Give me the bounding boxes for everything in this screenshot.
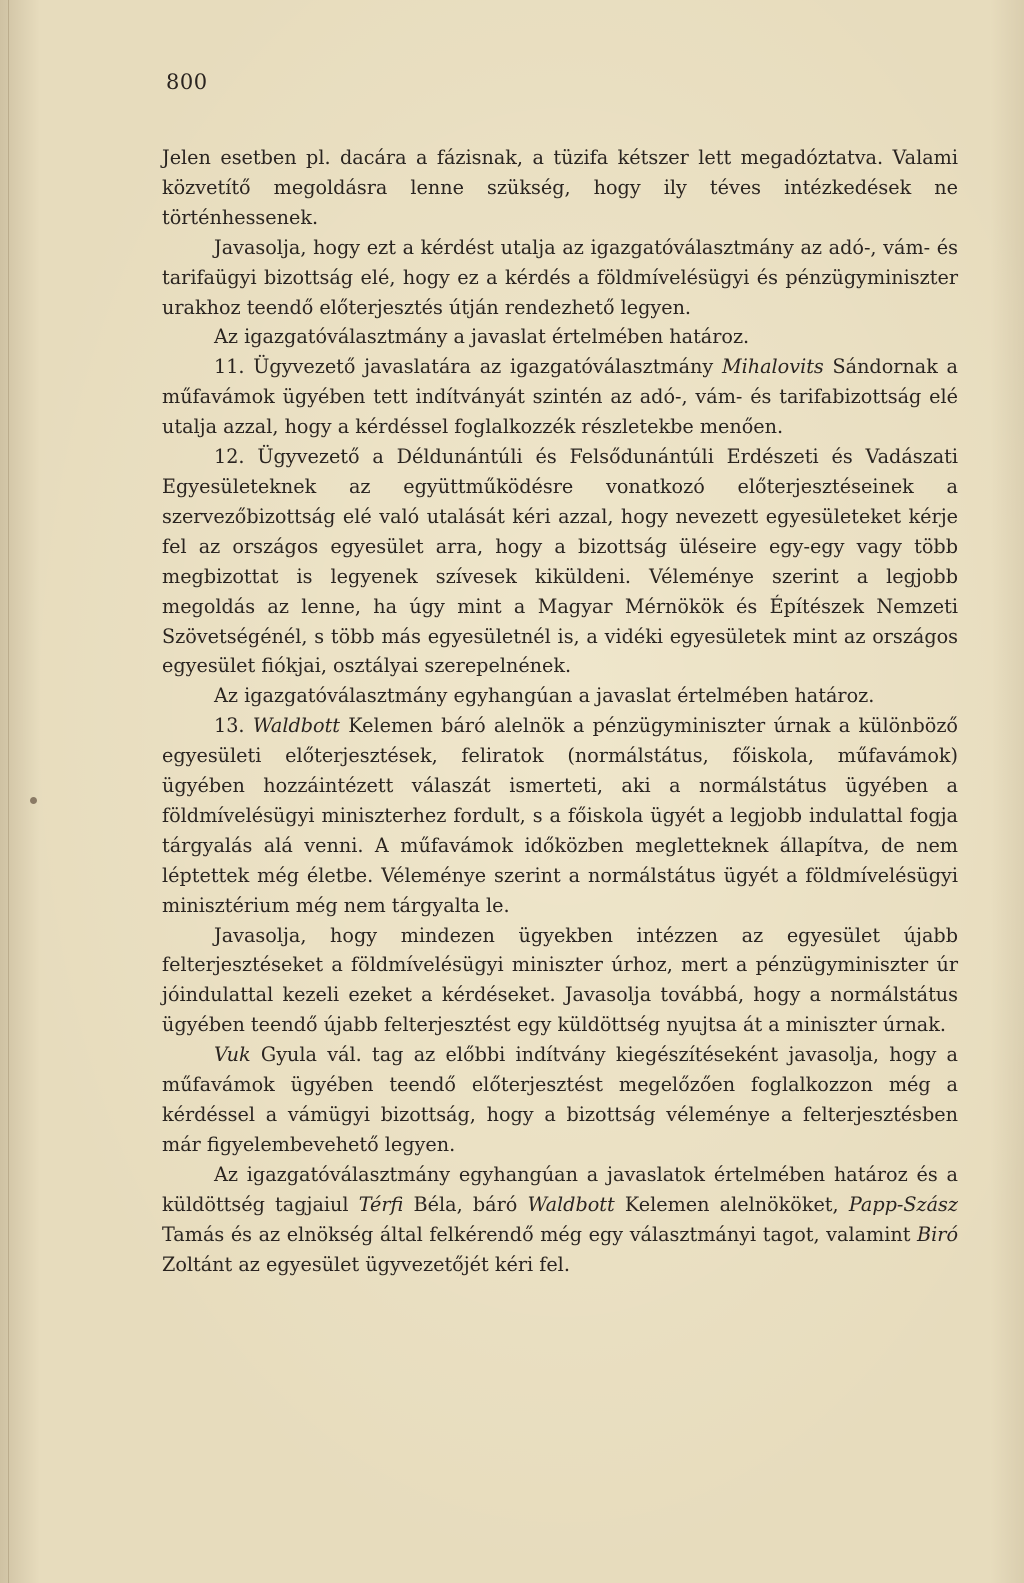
person-name: Waldbott xyxy=(252,714,340,738)
text-run: Kelemen báró alelnök a pénzügyminiszter úrnak a különböző egyesületi előterjesztések, feliratok (normálstátus, főiskola, műfavámok) ügyében hozzáintézett válaszát ismerteti, aki a normálstátus ügyében a földmívelésügyi miniszterhez fordult, s a főiskola ügyét a legjobb indulattal fogja tárgyalás alá venni. A műfavámok időközben megletteknek állapítva, de nem léptettek még életbe. Véleménye szerint a normálstátus ügyét a földmívelésügyi minisztérium még nem tárgyalta le. xyxy=(162,714,958,917)
text-run: Sándornak a műfavámok ügyében tett indítványát szintén az adó-, vám- és tarifabizottság elé utalja azzal, hogy a kérdéssel foglalkozzék részletekbe menően. xyxy=(162,355,959,439)
person-name: Térfi xyxy=(358,1192,404,1216)
person-name: Papp-Szász xyxy=(848,1192,959,1216)
person-name: Vuk xyxy=(214,1043,251,1067)
text-run: Kelemen alelnököket, xyxy=(614,1192,849,1216)
scan-edge-line xyxy=(8,0,9,1583)
margin-mark xyxy=(30,797,37,804)
paragraph xyxy=(162,1040,958,1160)
paragraph xyxy=(162,352,958,442)
text-run: Az igazgatóválasztmány egyhangúan a javaslat értelmében határoz. xyxy=(214,684,875,708)
person-name: Mihalovits xyxy=(721,355,824,379)
paragraph xyxy=(162,921,958,1041)
paragraph xyxy=(162,442,958,681)
paragraph xyxy=(162,233,958,323)
page-number: 800 xyxy=(166,70,208,94)
text-run: Béla, báró xyxy=(403,1192,528,1216)
text-run: Az igazgatóválasztmány egyhangúan a javaslatok értelmében határoz és a küldöttség tagjaiul xyxy=(162,1162,958,1216)
text-run: 13. xyxy=(214,714,253,738)
text-run: Javasolja, hogy mindezen ügyekben intézzen az egyesület újabb felterjesztéseket a földmívelésügyi miniszter úrhoz, mert a pénzügyminiszter úr jóindulattal kezeli ezeket a kérdéseket. Javasolja továbbá, hogy a normálstátus ügyében teendő újabb felterjesztést egy küldöttség nyujtsa át a miniszter úrnak. xyxy=(162,923,958,1037)
text-run: Gyula vál. tag az előbbi indítvány kiegészítéseként javasolja, hogy a műfavámok ügyében teendő előterjesztést megelőzően foglalkozzon még a kérdéssel a vámügyi bizottság, hogy a bizottság véleménye a felterjesztésben már figyelembevehető legyen. xyxy=(162,1043,958,1156)
text-run: 11. Ügyvezető javaslatára az igazgatóválasztmány xyxy=(214,355,722,379)
paragraph xyxy=(162,711,958,920)
paragraph xyxy=(162,143,958,233)
text-run: Az igazgatóválasztmány a javaslat értelmében határoz. xyxy=(214,325,750,349)
paragraph xyxy=(162,1160,958,1280)
text-run: Zoltánt az egyesület ügyvezetőjét kéri fel. xyxy=(162,1252,570,1276)
person-name: Biró xyxy=(917,1222,958,1246)
body-text xyxy=(162,143,958,1279)
text-run: 12. Ügyvezető a Déldunántúli és Felsődunántúli Erdészeti és Vadászati Egyesületeknek az együttműködésre vonatkozó előterjesztéseinek a szervezőbizottság elé való utalását kéri azzal, hogy nevezett egyesületeket kérje fel az országos egyesület arra, hogy a bizottság üléseire egy-egy vagy több megbizottat is legyenek szívesek kiküldeni. Véleménye szerint a legjobb megoldás az lenne, ha úgy mint a Magyar Mérnökök és Építészek Nemzeti Szövetségénél, s több más egyesületnél is, a vidéki egyesületek mint az országos egyesület fiókjai, osztályai szerepelnének. xyxy=(162,445,958,678)
paragraph xyxy=(162,322,958,352)
paragraph xyxy=(162,681,958,711)
text-run: Javasolja, hogy ezt a kérdést utalja az igazgatóválasztmány az adó-, vám- és tarifaügyi bizottság elé, hogy ez a kérdés a földmívelésügyi és pénzügyminiszter urakhoz teendő előterjesztés útján rendezhető legyen. xyxy=(162,235,958,319)
person-name: Waldbott xyxy=(527,1192,615,1216)
text-run: Tamás és az elnökség által felkérendő még egy választmányi tagot, valamint xyxy=(162,1222,918,1246)
text-run: Jelen esetben pl. dacára a fázisnak, a tüzifa kétszer lett megadóztatva. Valami közvetítő megoldásra lenne szükség, hogy ily téves intézkedések ne történhessenek. xyxy=(162,146,958,229)
